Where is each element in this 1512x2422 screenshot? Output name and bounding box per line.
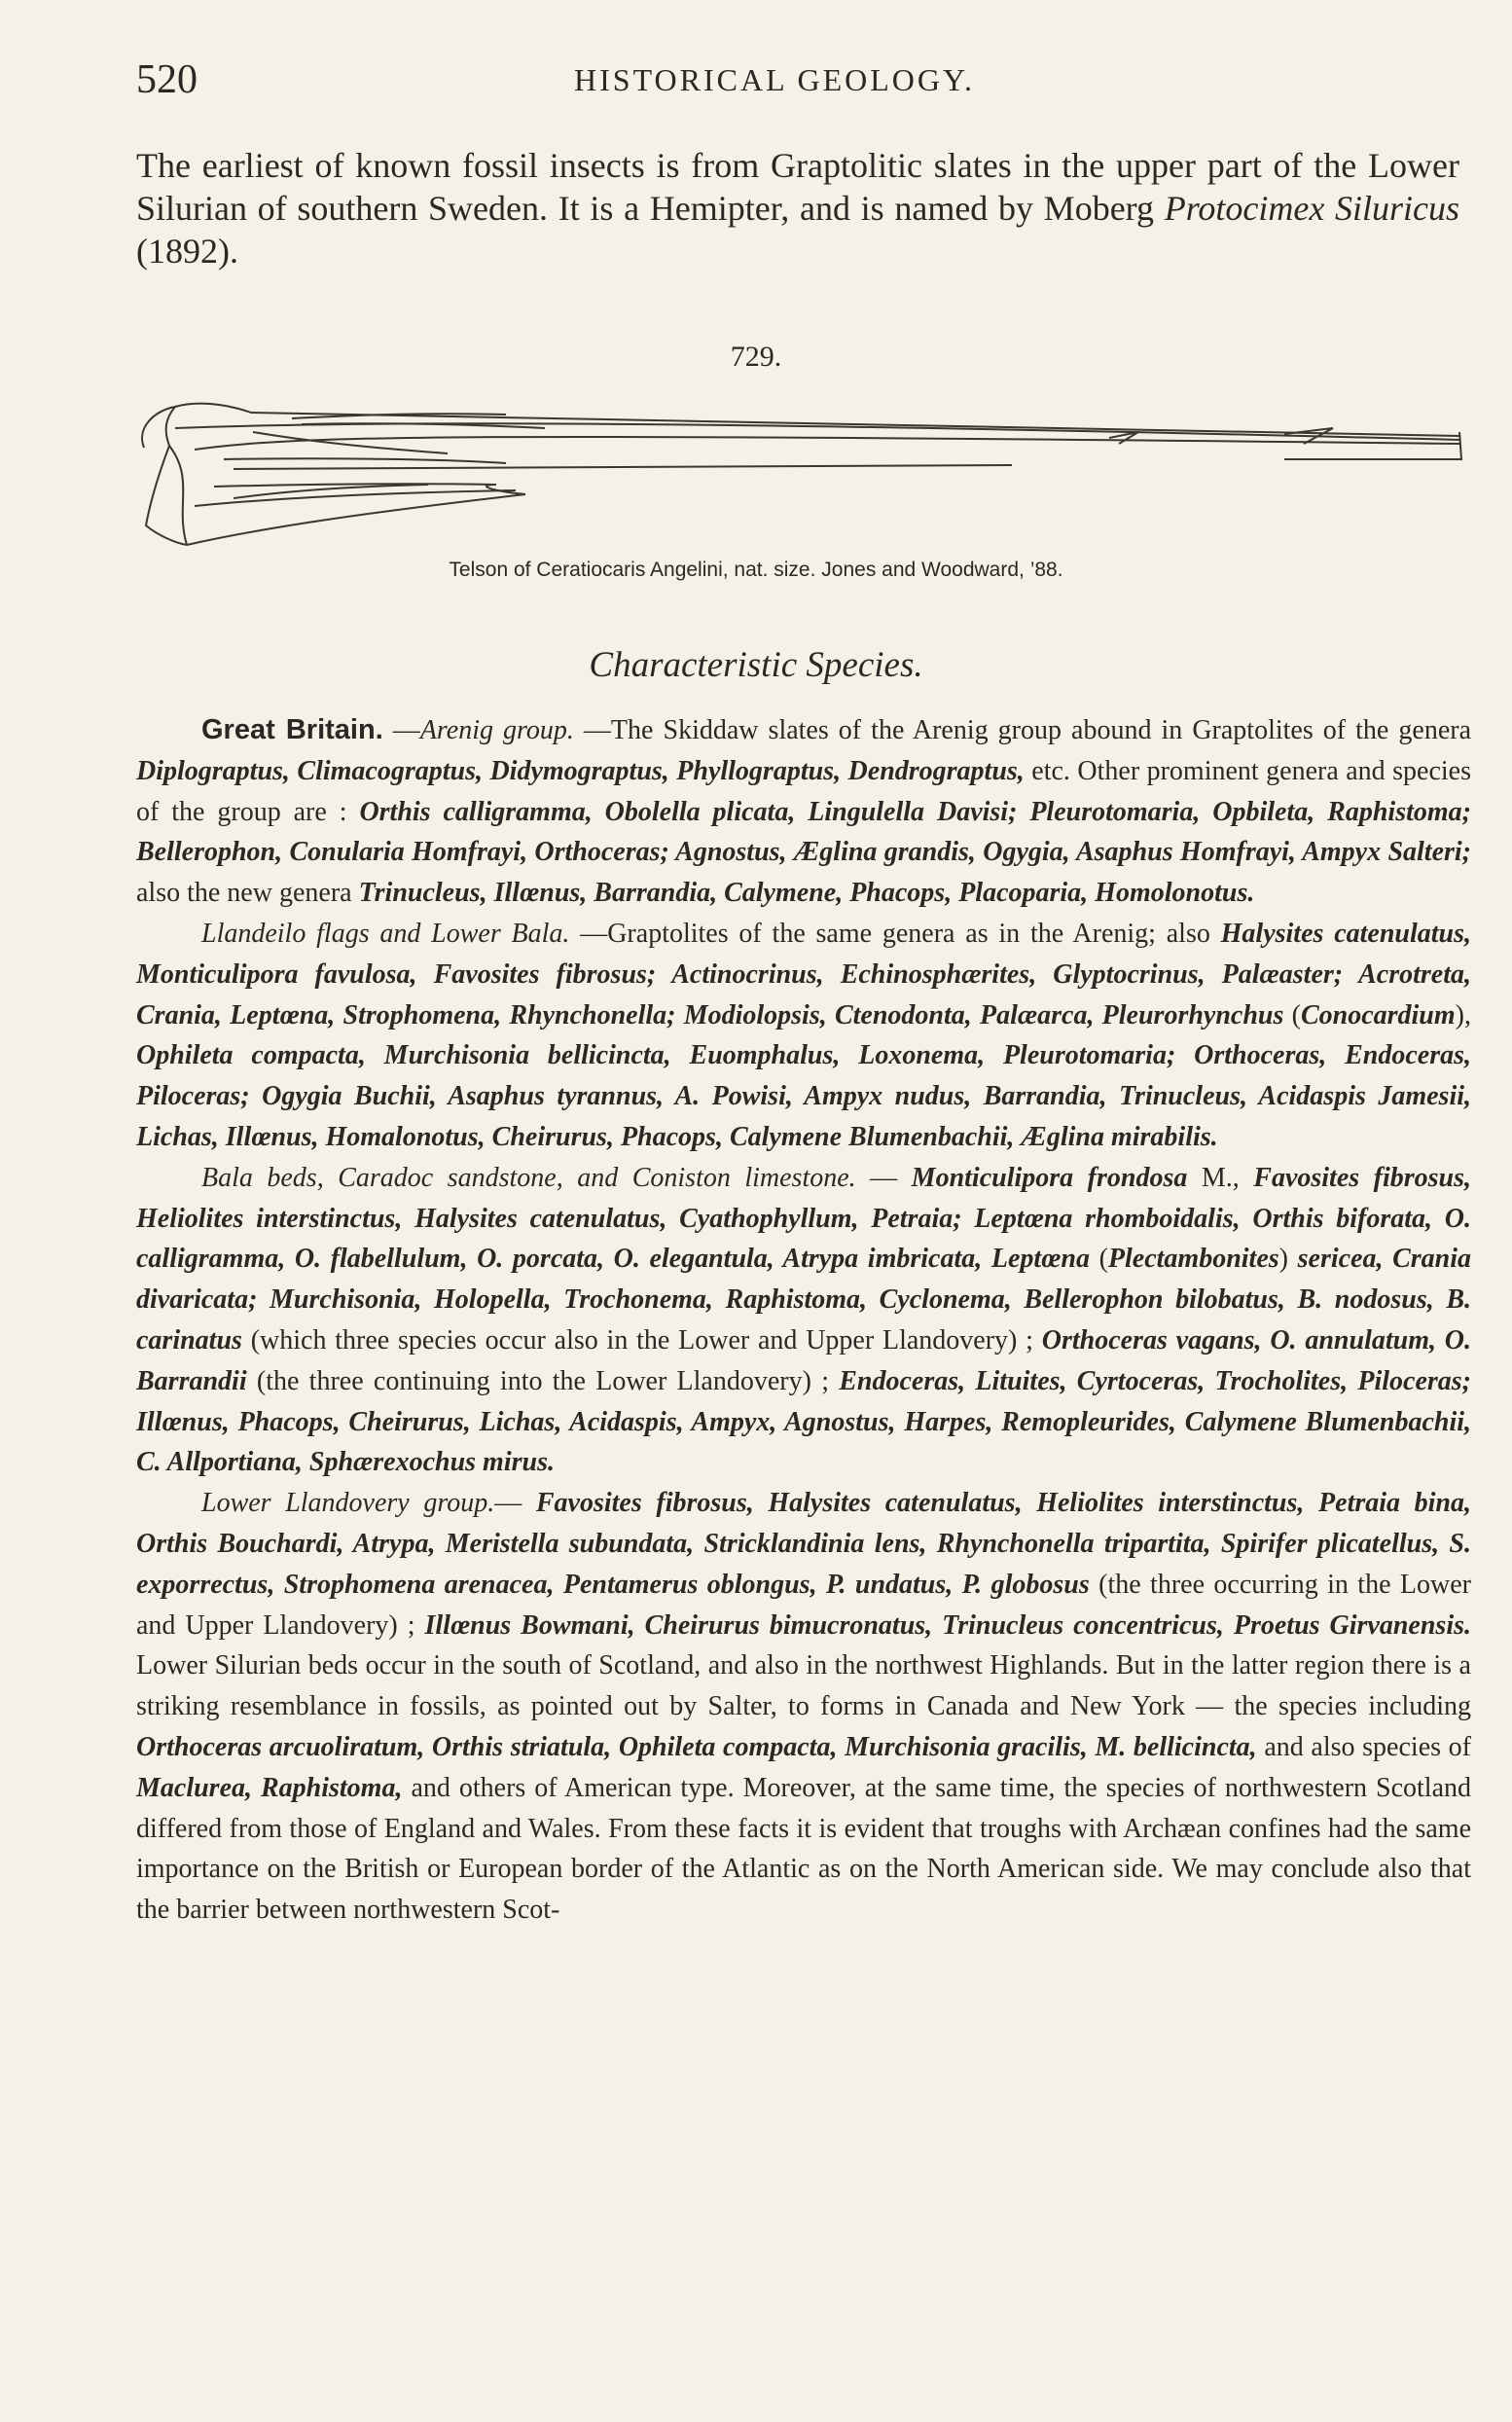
- running-title: HISTORICAL GEOLOGY.: [574, 62, 975, 97]
- group-name: Arenig group.: [419, 715, 574, 745]
- group-name: Lower Llandovery group.: [201, 1488, 495, 1519]
- paragraph-llandeilo: Llandeilo flags and Lower Bala. —Graptolites of the same genera as in the Arenig; also Halysites catenulatus, Monticulipora favulosa, Favosites fibrosus; Actinocrinus, Echinosphærites, Glyptocrinus, Palæaster; Acrotreta, Crania, Leptœna, Strophomena, Rhynchonella; Modiolopsis, Ctenodonta, Palæarca, Pleurorhynchus (Conocardium), Ophileta compacta, Murchisonia bellicincta, Euomphalus, Loxonema, Pleurotomaria; Orthoceras, Endoceras, Piloceras; Ogygia Buchii, Asaphus tyrannus, A. Powisi, Ampyx nudus, Barrandia, Trinucleus, Acidaspis Jamesii, Lichas, Illœnus, Homalonotus, Cheirurus, Phacops, Calymene Blumenbachii, Æglina mirabilis.: [136, 918, 1472, 1152]
- section-title: Characteristic Species.: [589, 645, 923, 685]
- telson-illustration: [136, 389, 1469, 555]
- region-label: Great Britain.: [201, 714, 383, 745]
- paragraph-llandovery: Lower Llandovery group.— Favosites fibrosus, Halysites catenulatus, Heliolites interstinctus, Petraia bina, Orthis Bouchardi, Atrypa, Meristella subundata, Stricklandinia lens, Rhynchonella tripartita, Spirifer plicatellus, S. exporrectus, Strophomena arenacea, Pentamerus oblongus, P. undatus, P. globosus (the three occurring in the Lower and Upper Llandovery) ; Illœnus Bowmani, Cheirurus bimucronatus, Trinucleus concentricus, Proetus Girvanensis. Lower Silurian beds occur in the south of Scotland, and also in the northwest Highlands. But in the latter region there is a striking resemblance in fossils, as pointed out by Salter, to forms in Canada and New York — the species including Orthoceras arcuoliratum, Orthis striatula, Ophileta compacta, Murchisonia gracilis, M. bellicincta, and also species of Maclurea, Raphistoma, and others of American type. Moreover, at the same time, the species of northwestern Scotland differed from those of England and Wales. From these facts it is evident that troughs with Archæan confines had the same importance on the British or European border of the Atlantic as on the North American side. We may conclude also that the barrier between northwestern Scot-: [136, 1488, 1472, 1926]
- figure-number: 729.: [730, 341, 782, 373]
- paragraph-arenig: Great Britain. —Arenig group. —The Skiddaw slates of the Arenig group abound in Graptolites of the genera Diplograptus, Climacograptus, Didymograptus, Phyllograptus, Dendrograptus, etc. Other prominent genera and species of the group are : Orthis calligramma, Obolella plicata, Lingulella Davisi; Pleurotomaria, Opbileta, Raphistoma; Bellerophon, Conularia Homfrayi, Orthoceras; Agnostus, Æglina grandis, Ogygia, Asaphus Homfrayi, Ampyx Salteri; also the new genera Trinucleus, Illœnus, Barrandia, Calymene, Phacops, Placoparia, Homolonotus.: [136, 714, 1472, 909]
- intro-paragraph: [136, 144, 1459, 272]
- body-text: [136, 710, 1471, 1931]
- figure-caption: Telson of Ceratiocaris Angelini, nat. size. Jones and Woodward, ’88.: [449, 559, 1063, 581]
- paragraph-bala: Bala beds, Caradoc sandstone, and Coniston limestone. — Monticulipora frondosa M., Favosites fibrosus, Heliolites interstinctus, Halysites catenulatus, Cyathophyllum, Petraia; Leptœna rhomboidalis, Orthis biforata, O. calligramma, O. flabellulum, O. porcata, O. elegantula, Atrypa imbricata, Leptœna (Plectambonites) sericea, Crania divaricata; Murchisonia, Holopella, Trochonema, Raphistoma, Cyclonema, Bellerophon bilobatus, B. nodosus, B. carinatus (which three species occur also in the Lower and Upper Llandovery) ; Orthoceras vagans, O. annulatum, O. Barrandii (the three continuing into the Lower Llandovery) ; Endoceras, Lituites, Cyrtoceras, Trocholites, Piloceras; Illœnus, Phacops, Cheirurus, Lichas, Acidaspis, Ampyx, Agnostus, Harpes, Remopleurides, Calymene Blumenbachii, C. Allportiana, Sphærexochus mirus.: [136, 1162, 1472, 1478]
- page-number: 520: [136, 57, 198, 102]
- intro-year: (1892).: [136, 232, 238, 271]
- group-name: Bala beds, Caradoc sandstone, and Coniston limestone.: [201, 1162, 856, 1193]
- intro-species: Protocimex Siluricus: [1164, 189, 1460, 228]
- intro-text: The earliest of known fossil insects is from Graptolitic slates in the upper part of the Lower Silurian of southern Sweden. It is a Hemipter, and is named by Moberg: [136, 146, 1459, 228]
- group-name: Llandeilo flags and Lower Bala.: [201, 918, 570, 949]
- page-header: [136, 56, 1459, 115]
